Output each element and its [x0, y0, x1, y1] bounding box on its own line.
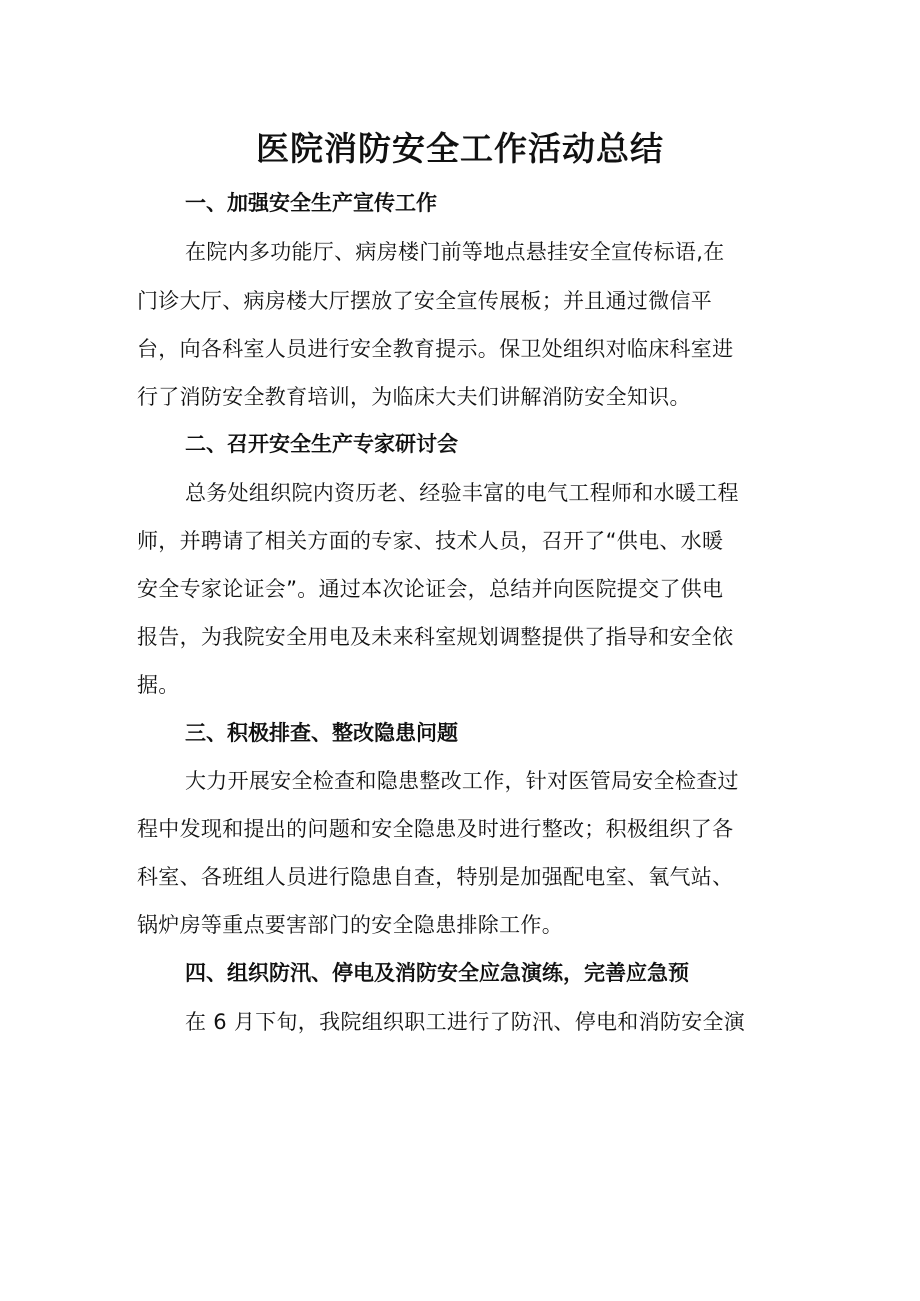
paragraph-line: 总务处组织院内资历老、经验丰富的电气工程师和水暖工程 — [185, 481, 739, 505]
paragraph-line: 锅炉房等重点要害部门的安全隐患排除工作。 — [137, 913, 563, 937]
paragraph-line: 大力开展安全检查和隐患整改工作，针对医管局安全检查过 — [185, 769, 739, 793]
section-heading-2: 二、召开安全生产专家研讨会 — [185, 432, 458, 456]
section-heading-4: 四、组织防汛、停电及消防安全应急演练，完善应急预 — [185, 961, 689, 985]
paragraph-line: 报告，为我院安全用电及未来科室规划调整提供了指导和安全依 — [137, 625, 734, 649]
paragraph-line: 安全专家论证会”。通过本次论证会，总结并向医院提交了供电 — [137, 577, 724, 601]
page-title: 医院消防安全工作活动总结 — [256, 129, 664, 168]
section-heading-3: 三、积极排查、整改隐患问题 — [185, 721, 458, 745]
paragraph-line: 行了消防安全教育培训，为临床大夫们讲解消防安全知识。 — [137, 385, 691, 409]
paragraph-line: 在 6 月下旬，我院组织职工进行了防汛、停电和消防安全演 — [185, 1010, 746, 1034]
paragraph-line: 在院内多功能厅、病房楼门前等地点悬挂安全宣传标语,在 — [185, 240, 725, 264]
paragraph-line: 门诊大厅、病房楼大厅摆放了安全宣传展板；并且通过微信平 — [137, 289, 713, 313]
paragraph-line: 台，向各科室人员进行安全教育提示。保卫处组织对临床科室进 — [137, 337, 734, 361]
paragraph-line: 程中发现和提出的问题和安全隐患及时进行整改；积极组织了各 — [137, 817, 734, 841]
paragraph-line: 科室、各班组人员进行隐患自查，特别是加强配电室、氧气站、 — [137, 865, 734, 889]
paragraph-line: 师，并聘请了相关方面的专家、技术人员，召开了“供电、水暖 — [137, 529, 724, 553]
paragraph-line: 据。 — [137, 673, 180, 697]
section-heading-1: 一、加强安全生产宣传工作 — [185, 191, 437, 215]
